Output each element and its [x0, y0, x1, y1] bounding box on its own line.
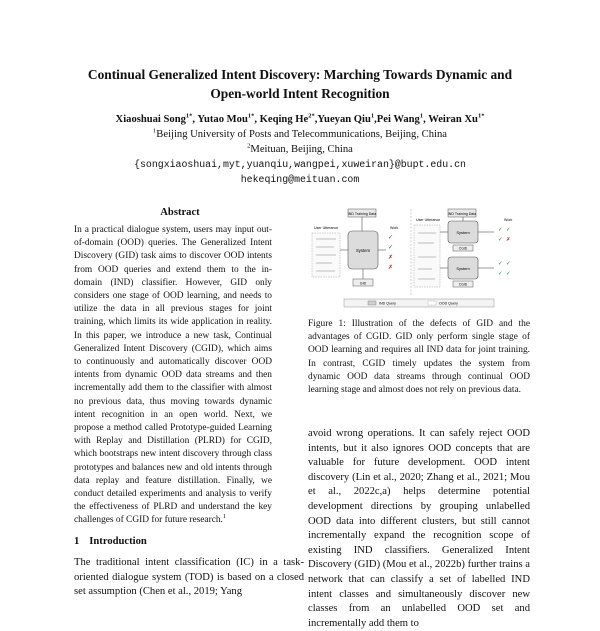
- abstract-body: In a practical dialogue system, users may input out-of-domain (OOD) queries. The Generalized Intent Discovery (GID) task aims to discover OOD intents from OOD queries and extend them to the in-domain (IND) classifier. However, GID only considers one stage of OOD learning, and needs to utilize the data in all previous stages for joint training, which limits its wide application in reality. In this paper, we introduce a new task, Continual Generalized Intent Discovery (CGID), which aims to continuously and automatically discover OOD intents from dynamic OOD data streams and then incrementally add them to the classifier with almost no previous data, thus moving towards dynamic intent recognition in an open world. Next, we propose a method called Prototype-guided Learning with Replay and Distillation (PLRD) for CGID, which bootstraps new intent discovery through class prototypes and balances new and old intents through data replay and feature distillation. Finally, we conduct detailed experiments and analysis to verify the effectiveness of PLRD and understand the key challenges of CGID for future research.$^1$: [74, 225, 272, 526]
- cgid-label: CGID: [458, 282, 468, 287]
- footnote-mark: 1: [222, 513, 227, 521]
- svg-text:✗: ✗: [506, 237, 511, 243]
- legend-ood-query: OOD Query: [439, 301, 458, 306]
- paper-title: [40, 65, 560, 103]
- svg-text:✓: ✓: [498, 227, 503, 233]
- title-line-2: Open-world Intent Recognition: [210, 86, 390, 101]
- author-list: [30, 112, 570, 127]
- legend-ind-query: IND Query: [379, 301, 396, 306]
- abstract-heading: Abstract: [160, 207, 200, 218]
- author: Pei Wang$^1$,: [376, 112, 429, 125]
- introduction-body: The traditional intent classification (IC) in a task-oriented dialogue system (TOD) is based on a closed set assumption (Chen et al., 2019; Yang: [74, 557, 304, 598]
- email-line-1: {songxiaoshuai,myt,yuanqiu,wangpei,xuweiran}@bupt.edu.cn: [134, 159, 466, 170]
- svg-text:✗: ✗: [388, 265, 394, 271]
- svg-text:✓: ✓: [498, 271, 503, 277]
- user-utterance-label: User Utterance: [314, 226, 339, 230]
- introduction-heading: 1 Introduction: [74, 536, 147, 547]
- work-label: Work: [390, 226, 399, 230]
- email-line-2: hekeqing@meituan.com: [240, 174, 360, 185]
- svg-text:✓: ✓: [506, 271, 511, 277]
- author: Yutao Mou$^{1*}$,: [197, 112, 260, 125]
- ind-training-data-label: IND Training Data: [447, 212, 477, 216]
- gid-label: GID: [359, 281, 367, 286]
- svg-text:✓: ✓: [506, 261, 511, 267]
- title-line-1: Continual Generalized Intent Discovery: Marching Towards Dynamic and: [87, 67, 513, 82]
- gid-panel: [312, 209, 399, 286]
- work-label: Work: [504, 218, 513, 222]
- author: Weiran $Xu^{1*}$: [428, 112, 485, 125]
- author: Yueyan Qiu$^1$,: [317, 112, 377, 125]
- affiliation-1: $^1$Beijing University of Posts and Telecommunications, Beijing, China: [153, 127, 447, 140]
- author: Xiaoshuai Song$^{1*}$,: [115, 112, 198, 125]
- svg-text:✓: ✓: [506, 227, 511, 233]
- figure-1: [308, 207, 530, 312]
- system-label: System: [356, 248, 370, 253]
- figure-legend: [344, 299, 494, 307]
- figure-caption: Figure 1: Illustration of the defects of GID and the advantages of CGID. GID only perform single stage of OOD learning and requires all IND data for joint training. In contrast, CGID timely updates the system from dynamic OOD data streams through continual OOD learning stage and almost does not rely on previous data.: [308, 319, 530, 396]
- system-label: System: [456, 230, 470, 235]
- svg-text:✓: ✓: [388, 235, 394, 241]
- cgid-label: CGID: [458, 246, 468, 251]
- svg-text:✓: ✓: [498, 261, 503, 267]
- user-utterance-label: User Utterance: [416, 218, 441, 222]
- svg-text:✗: ✗: [388, 255, 394, 261]
- author: Keqing $He^{2*}$,: [259, 112, 318, 125]
- cgid-panel: [414, 209, 513, 287]
- ind-training-data-label: IND Training Data: [347, 212, 377, 216]
- figure-illustration: [308, 207, 530, 312]
- affiliation-2: $^2$Meituan, Beijing, China: [247, 142, 353, 155]
- svg-text:✓: ✓: [498, 237, 503, 243]
- svg-text:✓: ✓: [388, 245, 394, 251]
- system-label: System: [456, 266, 470, 271]
- right-column-body: avoid wrong operations. It can safely reject OOD intents, but it also ignores OOD concepts that are valuable for future development. OOD intent discovery (Lin et al., 2020; Zhang et al., 2021; Mou et al., 2022c,a) helps determine potential development directions by grouping unlabelled OOD data into different clusters, but still cannot incrementally expand the recognition scope of existing IND classifiers. Generalized Intent Discovery (GID) (Mou et al., 2022b) further trains a network that can classify a set of labelled IND intent classes and simultaneously discover new classes from an unlabelled OOD set and incrementally add them to: [308, 428, 530, 629]
